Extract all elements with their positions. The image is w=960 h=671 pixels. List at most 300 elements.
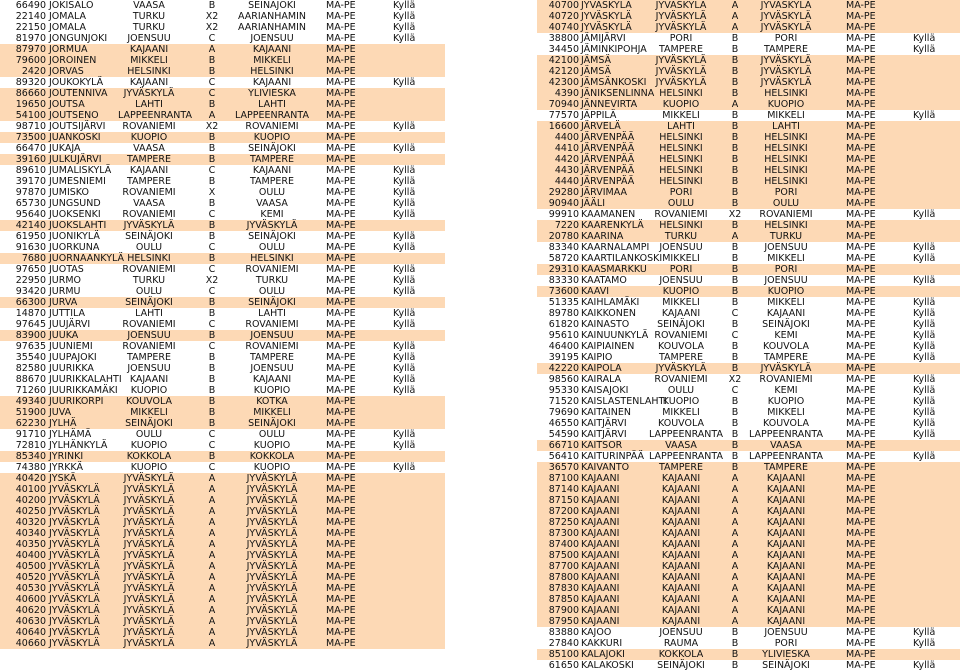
cell-city: OULU [667, 385, 695, 396]
cell-cls: B [731, 396, 739, 407]
cell-pc: 22950 [15, 275, 46, 286]
cell-pc: 71520 [548, 396, 579, 407]
cell-pc: 77570 [548, 110, 579, 121]
cell-name: JÄRVELÄ [581, 121, 621, 132]
cell-area: KEMI [774, 330, 798, 341]
cell-area: KAJAANI [766, 572, 806, 583]
cell-cls: B [731, 132, 739, 143]
cell-area: JYVÄSKYLÄ [760, 55, 812, 66]
cell-name: JYLHÄNKYLÄ [49, 440, 108, 451]
cell-city: TAMPERE [658, 44, 704, 55]
cell-cls: A [208, 572, 216, 583]
cell-ky: Kyllä [393, 231, 416, 242]
cell-area: KOUVOLA [763, 418, 809, 429]
cell-per: MA-PE [326, 451, 356, 462]
cell-cls: C [208, 77, 216, 88]
cell-area: KAJAANI [766, 539, 806, 550]
cell-pc: 79690 [548, 407, 579, 418]
cell-per: MA-PE [326, 187, 356, 198]
cell-city: JYVÄSKYLÄ [123, 517, 175, 528]
cell-cls: B [208, 297, 216, 308]
cell-city: SEINÄJOKI [657, 660, 705, 671]
cell-pc: 36570 [548, 462, 579, 473]
cell-cls: B [731, 627, 739, 638]
cell-area: JYVÄSKYLÄ [246, 605, 298, 616]
cell-ky: Kyllä [393, 77, 416, 88]
cell-ky: Kyllä [393, 22, 416, 33]
table-row [537, 110, 960, 121]
cell-name: KAITSOR [581, 440, 623, 451]
table-row [0, 209, 445, 220]
cell-area: TAMPERE [249, 176, 295, 187]
cell-ky: Kyllä [913, 110, 936, 121]
cell-area: JYVÄSKYLÄ [760, 11, 812, 22]
cell-area: ROVANIEMI [245, 341, 299, 352]
cell-cls: X2 [205, 11, 219, 22]
cell-city: RAUMA [663, 638, 699, 649]
cell-pc: 61650 [548, 660, 579, 671]
cell-pc: 46400 [548, 341, 579, 352]
cell-area: TAMPERE [763, 352, 809, 363]
cell-city: KAJAANI [129, 77, 169, 88]
cell-cls: B [731, 418, 739, 429]
table-row [537, 209, 960, 220]
cell-name: KAARNALAMPI [581, 242, 650, 253]
cell-pc: 42140 [15, 220, 46, 231]
cell-per: MA-PE [326, 407, 356, 418]
cell-name: JURMO [49, 275, 82, 286]
cell-pc: 58720 [548, 253, 579, 264]
cell-per: MA-PE [846, 308, 876, 319]
cell-name: JOKISALO [49, 0, 94, 11]
table-row [537, 88, 960, 99]
cell-cls: B [731, 220, 739, 231]
cell-cls: X2 [728, 374, 742, 385]
table-row [537, 605, 960, 616]
cell-name: JUURIKORPI [49, 396, 104, 407]
cell-ky: Kyllä [913, 407, 936, 418]
cell-per: MA-PE [326, 165, 356, 176]
cell-pc: 19650 [15, 99, 46, 110]
table-row [537, 572, 960, 583]
cell-cls: B [731, 33, 739, 44]
cell-area: SEINÄJOKI [248, 231, 296, 242]
cell-cls: B [731, 440, 739, 451]
table-row [537, 220, 960, 231]
table-row [0, 539, 445, 550]
cell-pc: 89320 [15, 77, 46, 88]
cell-city: SEINÄJOKI [125, 231, 173, 242]
cell-name: JÄMIJÄRVI [581, 33, 626, 44]
cell-city: MIKKELI [662, 253, 700, 264]
cell-per: MA-PE [846, 506, 876, 517]
cell-city: JYVÄSKYLÄ [655, 11, 707, 22]
cell-cls: B [208, 220, 216, 231]
cell-per: MA-PE [846, 0, 876, 11]
cell-city: VAASA [133, 143, 165, 154]
cell-pc: 40640 [15, 627, 46, 638]
cell-name: JÄMINKIPOHJA [581, 44, 647, 55]
cell-area: KUOPIO [767, 286, 805, 297]
table-row [537, 275, 960, 286]
cell-cls: A [731, 616, 739, 627]
cell-cls: B [731, 352, 739, 363]
cell-city: HELSINKI [659, 176, 703, 187]
cell-name: JUURIKKAMÄKI [49, 385, 118, 396]
table-row [537, 231, 960, 242]
table-row [0, 561, 445, 572]
cell-name: KAINUUNKYLÄ [581, 330, 649, 341]
cell-cls: A [208, 616, 216, 627]
cell-cls: B [731, 649, 739, 660]
cell-name: JORMUA [49, 44, 88, 55]
cell-pc: 14870 [15, 308, 46, 319]
cell-ky: Kyllä [913, 341, 936, 352]
cell-name: JÄNNEVIRTA [581, 99, 638, 110]
table-row [0, 143, 445, 154]
cell-name: JYVÄSKYLÄ [49, 616, 100, 627]
table-row [537, 44, 960, 55]
cell-cls: B [208, 143, 216, 154]
cell-area: ROVANIEMI [245, 264, 299, 275]
table-row [537, 286, 960, 297]
cell-city: MIKKELI [130, 55, 168, 66]
table-row [0, 99, 445, 110]
cell-city: KAJAANI [129, 165, 169, 176]
table-row [537, 176, 960, 187]
cell-cls: B [731, 77, 739, 88]
table-row [0, 275, 445, 286]
table-row [0, 253, 445, 264]
cell-name: KAJAANI [581, 583, 620, 594]
cell-cls: B [731, 638, 739, 649]
cell-cls: C [208, 242, 216, 253]
cell-ky: Kyllä [913, 44, 936, 55]
cell-name: KAJAANI [581, 495, 620, 506]
cell-city: KAJAANI [129, 374, 169, 385]
cell-pc: 97635 [15, 341, 46, 352]
cell-ky: Kyllä [393, 462, 416, 473]
cell-name: JYVÄSKYLÄ [49, 517, 100, 528]
cell-name: JUUPAJOKI [49, 352, 97, 363]
cell-per: MA-PE [326, 99, 356, 110]
cell-cls: A [731, 528, 739, 539]
cell-area: KAJAANI [766, 550, 806, 561]
cell-cls: B [731, 319, 739, 330]
cell-pc: 29310 [548, 264, 579, 275]
cell-per: MA-PE [326, 539, 356, 550]
cell-cls: C [731, 308, 739, 319]
table-row [0, 462, 445, 473]
cell-per: MA-PE [846, 33, 876, 44]
table-row [537, 660, 960, 671]
cell-cls: B [731, 275, 739, 286]
cell-name: KAJOO [581, 627, 612, 638]
cell-pc: 51900 [15, 407, 46, 418]
cell-pc: 39160 [15, 154, 46, 165]
cell-city: HELSINKI [659, 143, 703, 154]
cell-pc: 87100 [548, 473, 579, 484]
table-row [537, 528, 960, 539]
cell-name: KAJAANI [581, 605, 620, 616]
cell-ky: Kyllä [393, 352, 416, 363]
cell-per: MA-PE [846, 517, 876, 528]
cell-city: TAMPERE [658, 462, 704, 473]
table-row [537, 627, 960, 638]
cell-area: KAJAANI [252, 44, 292, 55]
cell-pc: 40630 [15, 616, 46, 627]
cell-pc: 79600 [15, 55, 46, 66]
cell-per: MA-PE [846, 660, 876, 671]
cell-city: KUOPIO [130, 132, 168, 143]
cell-cls: A [731, 572, 739, 583]
cell-city: ROVANIEMI [654, 330, 708, 341]
cell-per: MA-PE [326, 220, 356, 231]
cell-cls: A [731, 517, 739, 528]
cell-pc: 40720 [548, 11, 579, 22]
cell-cls: B [731, 121, 739, 132]
table-row [0, 297, 445, 308]
cell-area: KUOPIO [767, 99, 805, 110]
cell-city: SEINÄJOKI [657, 319, 705, 330]
cell-cls: A [731, 506, 739, 517]
cell-area: SEINÄJOKI [248, 418, 296, 429]
cell-area: TAMPERE [763, 462, 809, 473]
cell-area: JYVÄSKYLÄ [246, 495, 298, 506]
cell-city: OULU [667, 198, 695, 209]
cell-area: PORI [774, 187, 798, 198]
cell-name: KAAVI [581, 286, 610, 297]
table-row [537, 462, 960, 473]
cell-per: MA-PE [846, 165, 876, 176]
cell-city: JYVÄSKYLÄ [123, 550, 175, 561]
cell-area: AARIANHAMIN [237, 22, 307, 33]
cell-pc: 40530 [15, 583, 46, 594]
cell-name: JUUKA [49, 330, 79, 341]
cell-per: MA-PE [846, 209, 876, 220]
cell-cls: B [731, 264, 739, 275]
cell-city: JYVÄSKYLÄ [123, 473, 175, 484]
cell-pc: 7220 [554, 220, 579, 231]
cell-cls: B [208, 176, 216, 187]
table-row [0, 110, 445, 121]
cell-per: MA-PE [846, 462, 876, 473]
cell-name: KAIPIAINEN [581, 341, 635, 352]
cell-city: HELSINKI [659, 132, 703, 143]
cell-city: VAASA [665, 440, 697, 451]
cell-ky: Kyllä [913, 242, 936, 253]
cell-per: MA-PE [326, 352, 356, 363]
cell-per: MA-PE [326, 110, 356, 121]
cell-per: MA-PE [326, 385, 356, 396]
cell-area: ROVANIEMI [759, 209, 813, 220]
cell-area: KUOPIO [253, 132, 291, 143]
cell-per: MA-PE [846, 473, 876, 484]
cell-ky: Kyllä [913, 418, 936, 429]
cell-city: JYVÄSKYLÄ [123, 495, 175, 506]
cell-cls: B [208, 253, 216, 264]
cell-ky: Kyllä [393, 286, 416, 297]
cell-pc: 74380 [15, 462, 46, 473]
cell-city: TURKU [132, 22, 166, 33]
table-row [0, 407, 445, 418]
table-row [537, 396, 960, 407]
table-row [0, 429, 445, 440]
cell-city: HELSINKI [659, 220, 703, 231]
cell-cls: B [731, 660, 739, 671]
table-row [537, 33, 960, 44]
cell-city: KOUVOLA [658, 341, 704, 352]
right-table [537, 0, 960, 671]
cell-per: MA-PE [846, 638, 876, 649]
cell-name: KAJAANI [581, 561, 620, 572]
cell-pc: 40600 [15, 594, 46, 605]
table-row [537, 253, 960, 264]
cell-ky: Kyllä [393, 242, 416, 253]
cell-cls: B [731, 429, 739, 440]
cell-name: JYVÄSKYLÄ [49, 528, 100, 539]
cell-ky: Kyllä [913, 374, 936, 385]
cell-area: TURKU [255, 275, 289, 286]
cell-city: TAMPERE [126, 154, 172, 165]
table-row [537, 550, 960, 561]
cell-pc: 73500 [15, 132, 46, 143]
cell-per: MA-PE [326, 286, 356, 297]
cell-city: KAJAANI [661, 616, 701, 627]
cell-area: SEINÄJOKI [248, 0, 296, 11]
cell-area: KAJAANI [766, 605, 806, 616]
cell-city: JYVÄSKYLÄ [655, 66, 707, 77]
cell-name: KAJAANI [581, 616, 620, 627]
cell-pc: 98710 [15, 121, 46, 132]
cell-area: PORI [774, 264, 798, 275]
cell-name: JÄRVENPÄÄ [581, 176, 635, 187]
cell-name: KAIVANTO [581, 462, 630, 473]
table-row [537, 385, 960, 396]
cell-name: JYLHÄ [49, 418, 77, 429]
cell-pc: 87900 [548, 605, 579, 616]
cell-name: JYVÄSKYLÄ [49, 495, 100, 506]
cell-ky: Kyllä [393, 374, 416, 385]
cell-cls: B [731, 242, 739, 253]
cell-city: PORI [669, 187, 693, 198]
cell-area: KAJAANI [766, 561, 806, 572]
cell-cls: B [731, 176, 739, 187]
cell-cls: B [208, 198, 216, 209]
cell-city: JYVÄSKYLÄ [123, 220, 175, 231]
table-row [537, 429, 960, 440]
cell-cls: X2 [205, 22, 219, 33]
cell-per: MA-PE [846, 286, 876, 297]
cell-area: JYVÄSKYLÄ [246, 550, 298, 561]
cell-per: MA-PE [846, 330, 876, 341]
cell-cls: A [208, 605, 216, 616]
cell-city: LAPPEENRANTA [649, 451, 723, 462]
cell-per: MA-PE [326, 308, 356, 319]
cell-ky: Kyllä [393, 33, 416, 44]
cell-area: YLIVIESKA [248, 88, 296, 99]
cell-city: TAMPERE [126, 352, 172, 363]
cell-cls: B [731, 110, 739, 121]
cell-name: JUMALISKYLÄ [49, 165, 112, 176]
table-row [537, 297, 960, 308]
cell-area: JYVÄSKYLÄ [246, 594, 298, 605]
cell-per: MA-PE [326, 363, 356, 374]
cell-cls: X2 [205, 121, 219, 132]
cell-cls: B [731, 198, 739, 209]
cell-pc: 40500 [15, 561, 46, 572]
cell-area: KOTKA [256, 396, 288, 407]
cell-per: MA-PE [846, 363, 876, 374]
cell-cls: A [731, 594, 739, 605]
cell-name: KAINASTO [581, 319, 630, 330]
cell-area: HELSINKI [764, 154, 808, 165]
cell-name: JORVAS [49, 66, 84, 77]
cell-cls: A [731, 605, 739, 616]
cell-per: MA-PE [846, 319, 876, 330]
cell-per: MA-PE [846, 572, 876, 583]
cell-city: HELSINKI [659, 165, 703, 176]
table-row [537, 451, 960, 462]
cell-per: MA-PE [326, 231, 356, 242]
cell-area: VAASA [770, 440, 802, 451]
cell-pc: 4390 [554, 88, 579, 99]
cell-ky: Kyllä [913, 396, 936, 407]
cell-city: MIKKELI [662, 407, 700, 418]
cell-cls: B [208, 66, 216, 77]
table-row [537, 407, 960, 418]
cell-city: ROVANIEMI [122, 341, 176, 352]
cell-per: MA-PE [326, 143, 356, 154]
cell-city: KAJAANI [661, 594, 701, 605]
cell-name: JULKUJÄRVI [49, 154, 102, 165]
table-row [0, 627, 445, 638]
cell-per: MA-PE [846, 55, 876, 66]
cell-city: KAJAANI [661, 605, 701, 616]
cell-per: MA-PE [846, 88, 876, 99]
cell-per: MA-PE [326, 297, 356, 308]
cell-cls: B [731, 451, 739, 462]
cell-name: JUORKUNA [49, 242, 100, 253]
cell-per: MA-PE [326, 572, 356, 583]
table-row [0, 176, 445, 187]
cell-cls: C [208, 264, 216, 275]
table-row [537, 594, 960, 605]
cell-ky: Kyllä [393, 319, 416, 330]
cell-cls: A [208, 528, 216, 539]
cell-per: MA-PE [846, 561, 876, 572]
cell-per: MA-PE [326, 176, 356, 187]
cell-per: MA-PE [846, 341, 876, 352]
cell-pc: 40700 [548, 0, 579, 11]
cell-name: JOROINEN [49, 55, 97, 66]
cell-city: JYVÄSKYLÄ [123, 572, 175, 583]
cell-city: LAHTI [667, 121, 695, 132]
table-row [0, 220, 445, 231]
cell-pc: 4420 [554, 154, 579, 165]
cell-city: JOENSUU [659, 242, 703, 253]
cell-cls: B [731, 88, 739, 99]
cell-ky: Kyllä [913, 638, 936, 649]
cell-pc: 7680 [21, 253, 46, 264]
cell-cls: B [208, 330, 216, 341]
table-row [537, 440, 960, 451]
cell-area: TAMPERE [249, 154, 295, 165]
cell-name: KAJAANI [581, 572, 620, 583]
cell-ky: Kyllä [913, 429, 936, 440]
cell-area: KAJAANI [252, 165, 292, 176]
cell-per: MA-PE [846, 121, 876, 132]
